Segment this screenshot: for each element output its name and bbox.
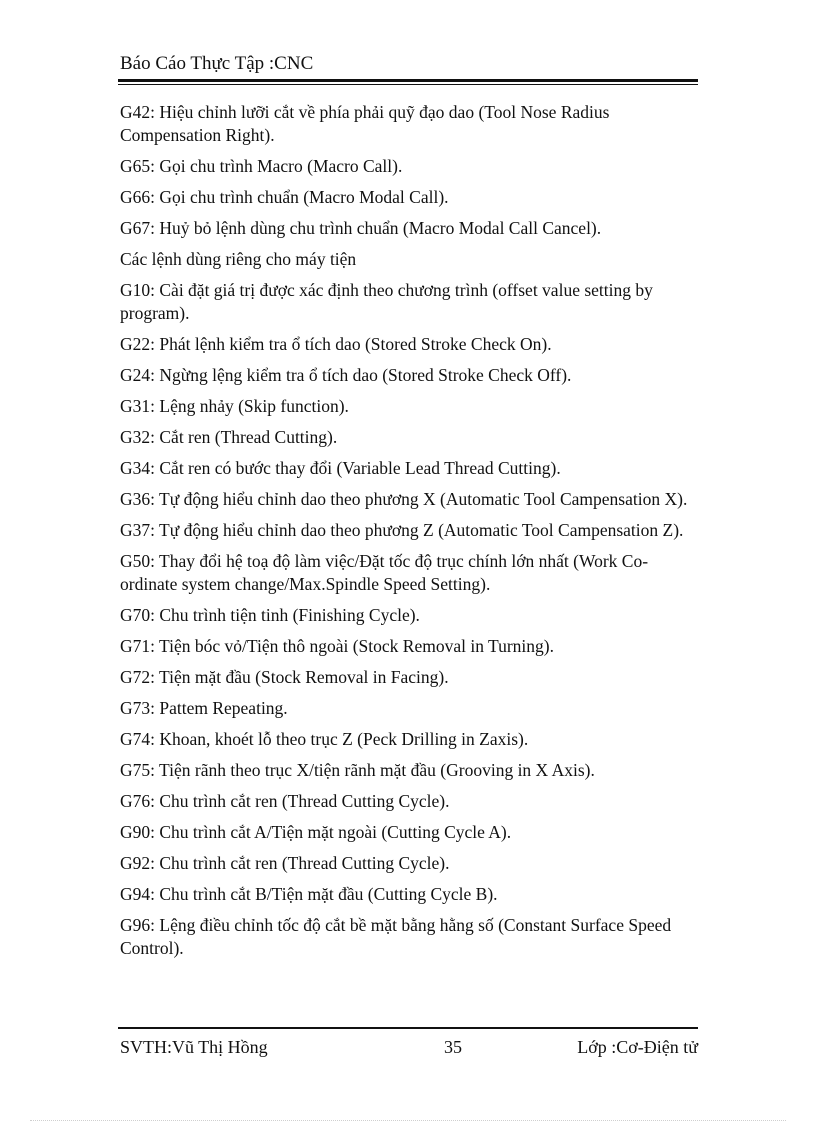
document-body (120, 101, 698, 968)
paragraph-g31: G31: Lệng nhảy (Skip function). (120, 396, 349, 416)
paragraph-g96: G96: Lệng điều chỉnh tốc độ cắt bề mặt bằng hằng số (Constant Surface Speed Control). (120, 915, 672, 958)
header-double-rule (118, 79, 698, 85)
paragraph-g90: G90: Chu trình cắt A/Tiện mặt ngoài (Cutting Cycle A). (120, 822, 512, 842)
paragraph-g65: G65: Gọi chu trình Macro (Macro Call). (120, 156, 403, 176)
paragraph-g72: G72: Tiện mặt đầu (Stock Removal in Facing). (120, 667, 449, 687)
paragraph-g66: G66: Gọi chu trình chuẩn (Macro Modal Call). (120, 187, 449, 207)
paragraph-g92: G92: Chu trình cắt ren (Thread Cutting Cycle). (120, 853, 450, 873)
footer-rule (118, 1027, 698, 1029)
paragraph-g10: G10: Cài đặt giá trị được xác định theo chương trình (offset value setting by program). (120, 280, 653, 323)
paragraph-g76: G76: Chu trình cắt ren (Thread Cutting Cycle). (120, 791, 450, 811)
paragraph-g73: G73: Pattem Repeating. (120, 698, 288, 718)
paragraph-g32: G32: Cắt ren (Thread Cutting). (120, 427, 338, 447)
page-header-title: Báo Cáo Thực Tập :CNC (120, 53, 314, 74)
paragraph-g36: G36: Tự động hiểu chỉnh dao theo phương X (Automatic Tool Campensation X). (120, 489, 688, 509)
footer-page-number: 35 (444, 1037, 462, 1057)
paragraph-g67: G67: Huỷ bỏ lệnh dùng chu trình chuẩn (Macro Modal Call Cancel). (120, 218, 602, 238)
paragraph-g37: G37: Tự động hiểu chỉnh dao theo phương Z (Automatic Tool Campensation Z). (120, 520, 684, 540)
paragraph-g24: G24: Ngừng lệng kiểm tra ổ tích dao (Stored Stroke Check Off). (120, 365, 572, 385)
paragraph-g34: G34: Cắt ren có bước thay đổi (Variable Lead Thread Cutting). (120, 458, 561, 478)
paragraph-g71: G71: Tiện bóc vỏ/Tiện thô ngoài (Stock Removal in Turning). (120, 636, 554, 656)
paragraph-g50: G50: Thay đổi hệ toạ độ làm việc/Đặt tốc độ trục chính lớn nhất (Work Co-ordinate system change/Max.Spindle Speed Setting). (120, 551, 649, 594)
paragraph-g74: G74: Khoan, khoét lỗ theo trục Z (Peck Drilling in Zaxis). (120, 729, 529, 749)
paragraph-g22: G22: Phát lệnh kiểm tra ổ tích dao (Stored Stroke Check On). (120, 334, 552, 354)
paragraph-g42: G42: Hiệu chỉnh lưỡi cắt về phía phải quỹ đạo dao (Tool Nose Radius Compensation Right). (120, 102, 610, 145)
footer-student-name: SVTH:Vũ Thị Hồng (120, 1037, 268, 1057)
paragraph-g94: G94: Chu trình cắt B/Tiện mặt đầu (Cutting Cycle B). (120, 884, 498, 904)
paragraph-g70: G70: Chu trình tiện tinh (Finishing Cycle). (120, 605, 420, 625)
paragraph-g75: G75: Tiện rãnh theo trục X/tiện rãnh mặt đầu (Grooving in X Axis). (120, 760, 595, 780)
page-edge-divider (30, 1120, 786, 1121)
footer-class-name: Lớp :Cơ-Điện tử (577, 1037, 698, 1057)
section-lathe-commands: Các lệnh dùng riêng cho máy tiện (120, 249, 357, 269)
